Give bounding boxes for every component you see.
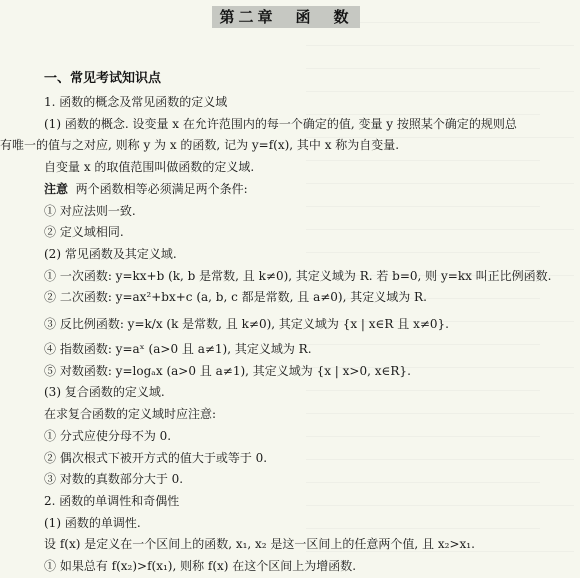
note-label: 注意	[44, 181, 69, 196]
content-body	[0, 92, 562, 578]
content-line-12: ④ 指数函数: y=aˣ (a>0 且 a≠1), 其定义域为 R.	[44, 342, 312, 357]
content-line-21: 设 f(x) 是定义在一个区间上的函数, x₁, x₂ 是这一区间上的任意两个值, 且 x₂>x₁.	[44, 537, 475, 552]
content-line-2: (1) 函数的概念. 设变量 x 在允许范围内的每一个确定的值, 变量 y 按照某个确定的规则总	[44, 116, 517, 131]
content-line-15: 在求复合函数的定义域时应注意:	[44, 407, 217, 422]
content-line-17: ② 偶次根式下被开方式的值大于或等于 0.	[44, 450, 268, 465]
content-line-1: 1. 函数的概念及常见函数的定义域	[44, 95, 228, 109]
content-line-18: ③ 对数的真数部分大于 0.	[44, 472, 184, 487]
content-line-7: ② 定义域相同.	[44, 225, 124, 240]
content-line-16: ① 分式应使分母不为 0.	[44, 428, 172, 443]
content-line-3: 有唯一的值与之对应, 则称 y 为 x 的函数, 记为 y=f(x), 其中 x 称为自变量.	[0, 138, 400, 153]
content-line-14: (3) 复合函数的定义域.	[44, 385, 165, 400]
content-line-10: ② 二次函数: y=ax²+bx+c (a, b, c 都是常数, 且 a≠0), 其定义域为 R.	[44, 290, 427, 305]
content-line-8: (2) 常见函数及其定义域.	[44, 246, 177, 261]
content-line-11: ③ 反比例函数: y=k/x (k 是常数, 且 k≠0), 其定义域为 {x | x∈R 且 x≠0}.	[44, 317, 449, 332]
note-text: 两个函数相等必须满足两个条件:	[75, 181, 248, 196]
content-line-6: ① 对应法则一致.	[44, 203, 136, 218]
content-line-22: ① 如果总有 f(x₂)>f(x₁), 则称 f(x) 在这个区间上为增函数.	[44, 559, 357, 574]
section-heading: 一、常见考试知识点	[44, 71, 162, 86]
content-line-20: (1) 函数的单调性.	[44, 515, 141, 530]
chapter-title: 第二章 函 数	[219, 8, 353, 26]
note-line	[44, 179, 562, 201]
content-line-13: ⑤ 对数函数: y=logₐx (a>0 且 a≠1), 其定义域为 {x | x>0, x∈R}.	[44, 363, 411, 378]
content-line-4: 自变量 x 的取值范围叫做函数的定义域.	[44, 160, 255, 175]
content-line-19: 2. 函数的单调性和奇偶性	[44, 493, 180, 508]
content-line-9: ① 一次函数: y=kx+b (k, b 是常数, 且 k≠0), 其定义域为 R. 若 b=0, 则 y=kx 叫正比例函数.	[44, 268, 552, 283]
